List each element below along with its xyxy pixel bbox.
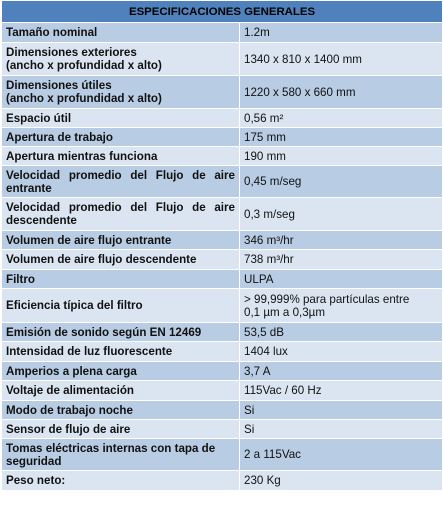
table-row <box>2 76 443 109</box>
spec-label <box>2 289 240 323</box>
spec-label <box>2 381 240 401</box>
spec-label-line: Voltaje de alimentación <box>6 384 134 397</box>
table-row <box>2 147 443 166</box>
spec-value-line: 0,56 m² <box>244 111 284 125</box>
spec-label-line: Velocidad promedio del Flujo de aire <box>6 168 235 182</box>
spec-value <box>240 166 443 198</box>
spec-value <box>240 289 443 323</box>
spec-label <box>2 439 240 471</box>
spec-label-line: entrante <box>6 181 52 195</box>
spec-value <box>240 323 443 342</box>
table-row <box>2 231 443 250</box>
spec-label <box>2 471 240 491</box>
spec-label-line: Modo de trabajo noche <box>6 403 133 417</box>
table-row <box>2 250 443 270</box>
table-row <box>2 323 443 342</box>
spec-value <box>240 420 443 439</box>
spec-label <box>2 231 240 250</box>
spec-label <box>2 147 240 166</box>
spec-label <box>2 198 240 231</box>
spec-value <box>240 401 443 420</box>
spec-value-line: 738 m³/hr <box>244 253 294 266</box>
spec-value <box>240 231 443 250</box>
spec-label-line: Apertura de trabajo <box>6 130 113 144</box>
spec-value <box>240 198 443 231</box>
spec-value <box>240 76 443 109</box>
spec-value-line: 0,1 µm a 0,3µm <box>244 305 326 319</box>
spec-label-line: Tamaño nominal <box>6 26 98 39</box>
spec-label-line: Espacio útil <box>6 111 72 125</box>
table-row <box>2 439 443 471</box>
spec-label-line: Volumen de aire flujo descendente <box>6 253 197 266</box>
spec-label-line: (ancho x profundidad x alto) <box>6 59 162 72</box>
table-row <box>2 109 443 128</box>
spec-value-line: Si <box>244 422 255 436</box>
spec-label <box>2 43 240 76</box>
spec-value-line: > 99,999% para partículas entre <box>244 292 410 306</box>
spec-label-line: seguridad <box>6 454 62 468</box>
table-row <box>2 289 443 323</box>
spec-label <box>2 166 240 198</box>
spec-value-line: 190 mm <box>244 149 286 163</box>
spec-value-line: 3,7 A <box>244 364 271 378</box>
spec-value-line: Si <box>244 403 255 417</box>
spec-value-line: 230 Kg <box>244 474 281 487</box>
spec-value-line: 0,3 m/seg <box>244 207 295 221</box>
spec-label-line: (ancho x profundidad x alto) <box>6 92 162 105</box>
spec-label-line: Filtro <box>6 272 35 286</box>
table-row <box>2 198 443 231</box>
table-row <box>2 471 443 491</box>
spec-label-line: Intensidad de luz fluorescente <box>6 345 173 358</box>
spec-value <box>240 23 443 43</box>
spec-value-line: 1340 x 810 x 1400 mm <box>244 52 362 66</box>
spec-value-line: 175 mm <box>244 130 286 144</box>
table-row <box>2 420 443 439</box>
spec-label <box>2 362 240 381</box>
spec-label-line: Dimensiones útiles <box>6 79 112 92</box>
spec-value <box>240 362 443 381</box>
spec-label-line: Dimensiones exteriores <box>6 46 137 59</box>
spec-value-line: ULPA <box>244 272 274 286</box>
spec-value <box>240 128 443 147</box>
spec-label <box>2 76 240 109</box>
spec-value <box>240 43 443 76</box>
spec-label <box>2 128 240 147</box>
specifications-table <box>1 0 443 491</box>
spec-label <box>2 270 240 289</box>
table-row <box>2 362 443 381</box>
spec-value-line: 1404 lux <box>244 345 288 358</box>
table-row <box>2 401 443 420</box>
spec-value-line: 346 m³/hr <box>244 233 294 247</box>
spec-label <box>2 23 240 43</box>
spec-value-line: 53,5 dB <box>244 325 284 339</box>
spec-label-line: Amperios a plena carga <box>6 364 137 378</box>
spec-value-line: 115Vac / 60 Hz <box>244 384 322 397</box>
spec-value-line: 1.2m <box>244 26 270 39</box>
spec-label-line: Apertura mientras funciona <box>6 149 158 163</box>
spec-value-line: 0,45 m/seg <box>244 175 302 188</box>
specifications-table-container <box>1 0 442 491</box>
spec-value-line: 2 a 115Vac <box>244 448 301 461</box>
spec-label-line: Velocidad promedio del Flujo de aire <box>6 201 235 214</box>
table-row <box>2 381 443 401</box>
spec-label <box>2 109 240 128</box>
spec-label <box>2 342 240 362</box>
table-row <box>2 270 443 289</box>
spec-label-line: Tomas eléctricas internas con tapa de <box>6 441 216 455</box>
spec-label-line: Sensor de flujo de aire <box>6 422 131 436</box>
spec-value <box>240 147 443 166</box>
spec-value <box>240 439 443 471</box>
table-row <box>2 23 443 43</box>
spec-label <box>2 323 240 342</box>
table-title: ESPECIFICACIONES GENERALES <box>2 1 443 23</box>
spec-label-line: Eficiencia típica del filtro <box>6 299 143 312</box>
table-row <box>2 166 443 198</box>
spec-label <box>2 250 240 270</box>
spec-label <box>2 420 240 439</box>
spec-value-line: 1220 x 580 x 660 mm <box>244 85 356 99</box>
spec-label-line: Peso neto: <box>6 474 66 487</box>
table-row <box>2 342 443 362</box>
spec-label-line: descendente <box>6 214 77 227</box>
spec-label <box>2 401 240 420</box>
spec-label-line: Emisión de sonido según EN 12469 <box>6 325 202 339</box>
table-row <box>2 128 443 147</box>
spec-value <box>240 471 443 491</box>
spec-value <box>240 250 443 270</box>
spec-value <box>240 270 443 289</box>
spec-label-line: Volumen de aire flujo entrante <box>6 233 172 247</box>
spec-value <box>240 381 443 401</box>
spec-value <box>240 109 443 128</box>
table-row <box>2 43 443 76</box>
spec-value <box>240 342 443 362</box>
